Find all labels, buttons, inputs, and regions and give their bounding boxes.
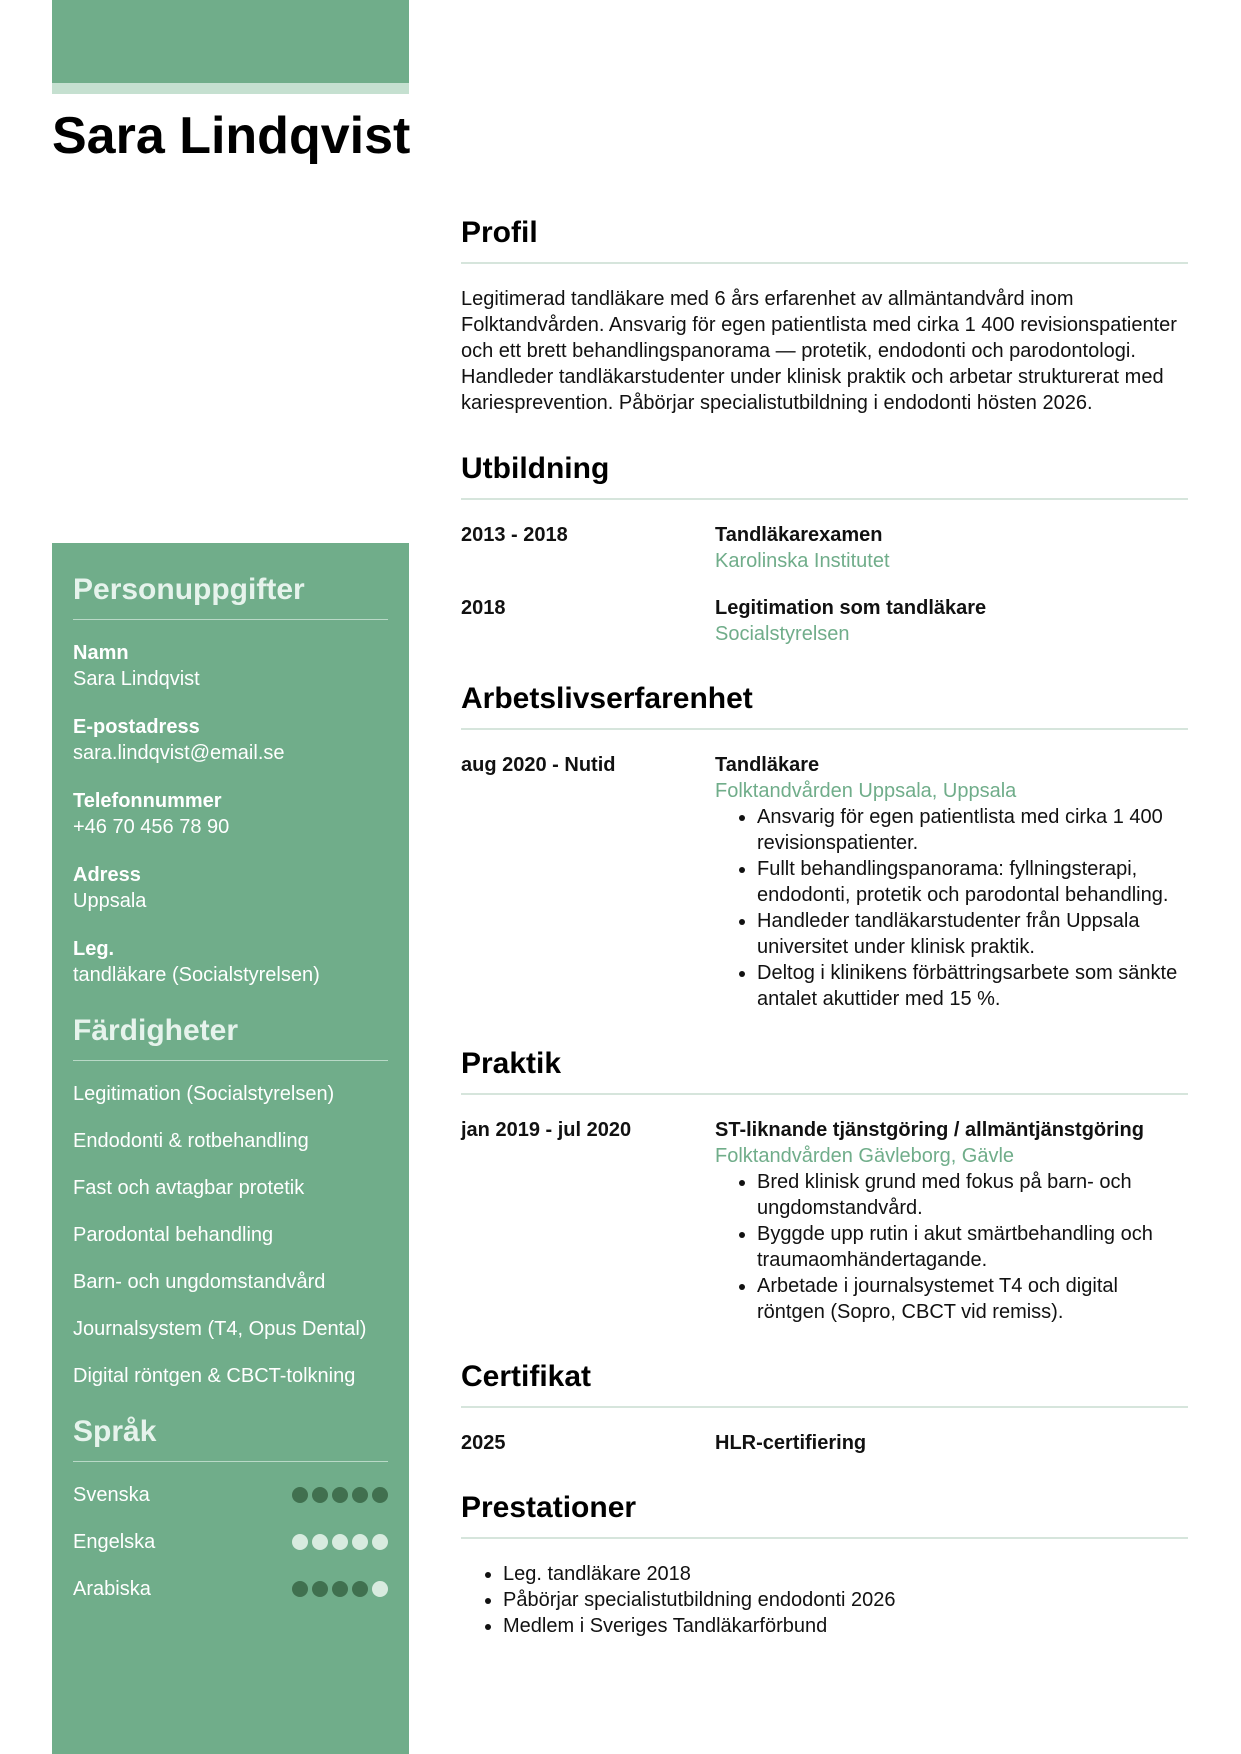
header-color-block xyxy=(52,0,409,83)
entry-date: jan 2019 - jul 2020 xyxy=(461,1119,632,1141)
skill-item: Barn- och ungdomstandvård xyxy=(73,1271,326,1293)
entry-org: Socialstyrelsen xyxy=(715,623,850,645)
education-entry xyxy=(461,595,1188,647)
license-value: tandläkare (Socialstyrelsen) xyxy=(73,964,320,986)
language-name: Svenska xyxy=(73,1483,150,1506)
bullet-item: • Ansvarig för egen patientlista med cirka 1 400 revisionspatienter. xyxy=(757,804,1188,856)
entry-date: 2018 xyxy=(461,597,506,619)
level-dot xyxy=(312,1487,328,1503)
internship-title: Praktik xyxy=(461,1047,1188,1095)
level-dot xyxy=(352,1581,368,1597)
entry-body xyxy=(715,1430,1188,1456)
language-item xyxy=(73,1576,388,1602)
achievements-title: Prestationer xyxy=(461,1491,1188,1539)
education-entry xyxy=(461,522,1188,574)
level-dot xyxy=(312,1581,328,1597)
language-name: Arabiska xyxy=(73,1577,151,1600)
phone-value: +46 70 456 78 90 xyxy=(73,816,230,838)
entry-bullets xyxy=(715,804,1188,1012)
entry-date: 2013 - 2018 xyxy=(461,524,568,546)
personal-info-item xyxy=(73,936,388,988)
entry-title: Legitimation som tandläkare xyxy=(715,597,987,619)
internship-entry xyxy=(461,1117,1188,1325)
entry-body xyxy=(715,595,1188,647)
personal-info-list xyxy=(73,640,388,988)
skills-title: Färdigheter xyxy=(73,1014,388,1061)
candidate-name: Sara Lindqvist xyxy=(52,107,411,165)
personal-info-item xyxy=(73,862,388,914)
language-name: Engelska xyxy=(73,1530,156,1553)
bullet-item: • Deltog i klinikens förbättringsarbete som sänkte antalet akuttider med 15 %. xyxy=(757,960,1188,1012)
level-dot xyxy=(372,1534,388,1550)
level-dot xyxy=(372,1487,388,1503)
entry-title: Tandläkarexamen xyxy=(715,524,883,546)
languages-title: Språk xyxy=(73,1415,388,1462)
entry-org: Folktandvården Uppsala, Uppsala xyxy=(715,780,1017,802)
language-item xyxy=(73,1482,388,1508)
entry-body xyxy=(715,752,1188,1012)
skill-item: Digital röntgen & CBCT-tolkning xyxy=(73,1365,356,1387)
achievement-item: • Medlem i Sveriges Tandläkarförbund xyxy=(503,1613,1188,1639)
personal-info-title: Personuppgifter xyxy=(73,573,388,620)
work-title: Arbetslivserfarenhet xyxy=(461,682,1188,730)
entry-date: 2025 xyxy=(461,1432,506,1454)
bullet-item: • Byggde upp rutin i akut smärtbehandling och traumaomhändertagande. xyxy=(757,1221,1188,1273)
address-value: Uppsala xyxy=(73,890,147,912)
level-dot xyxy=(332,1487,348,1503)
sidebar xyxy=(52,543,409,1754)
language-level-dots xyxy=(292,1534,388,1550)
achievement-item: • Leg. tandläkare 2018 xyxy=(503,1561,1188,1587)
certificate-entry xyxy=(461,1430,1188,1456)
entry-date: aug 2020 - Nutid xyxy=(461,754,616,776)
language-level-dots xyxy=(292,1487,388,1503)
entry-title: ST-liknande tjänstgöring / allmäntjänstgöring xyxy=(715,1119,1144,1141)
education-title: Utbildning xyxy=(461,452,1188,500)
level-dot xyxy=(352,1487,368,1503)
entry-org: Karolinska Institutet xyxy=(715,550,890,572)
personal-info-label: Leg. xyxy=(73,938,115,960)
skill-item: Journalsystem (T4, Opus Dental) xyxy=(73,1318,367,1340)
entry-body xyxy=(715,1117,1188,1325)
personal-info-label: E-postadress xyxy=(73,716,200,738)
personal-info-label: Telefonnummer xyxy=(73,790,222,812)
skills-list xyxy=(73,1081,388,1389)
profile-text: Legitimerad tandläkare med 6 års erfarenhet av allmäntandvård inom Folktandvården. Ansvarig för egen patientlista med cirka 1 400 revisionspatienter och ett brett behandlingspanorama — protetik, endodonti och parodontologi. Handleder tandläkarstudenter under klinisk praktik och arbetar strukturerat med kariesprevention. Påbörjar specialistutbildning i endodonti hösten 2026. xyxy=(461,288,1177,414)
skill-item: Fast och avtagbar protetik xyxy=(73,1177,305,1199)
personal-info-item xyxy=(73,640,388,692)
bullet-item: • Handleder tandläkarstudenter från Uppsala universitet under klinisk praktik. xyxy=(757,908,1188,960)
level-dot xyxy=(372,1581,388,1597)
level-dot xyxy=(332,1581,348,1597)
level-dot xyxy=(292,1487,308,1503)
level-dot xyxy=(332,1534,348,1550)
bullet-item: • Arbetade i journalsystemet T4 och digital röntgen (Sopro, CBCT vid remiss). xyxy=(757,1273,1188,1325)
level-dot xyxy=(292,1534,308,1550)
skill-item: Endodonti & rotbehandling xyxy=(73,1130,309,1152)
entry-bullets xyxy=(715,1169,1188,1325)
language-item xyxy=(73,1529,388,1555)
main-content xyxy=(461,216,1188,1639)
personal-info-value: Sara Lindqvist xyxy=(73,668,200,690)
language-level-dots xyxy=(292,1581,388,1597)
bullet-item: • Bred klinisk grund med fokus på barn- och ungdomstandvård. xyxy=(757,1169,1188,1221)
level-dot xyxy=(352,1534,368,1550)
level-dot xyxy=(292,1581,308,1597)
entry-org: Folktandvården Gävleborg, Gävle xyxy=(715,1145,1015,1167)
header-stripe xyxy=(52,83,409,94)
achievement-item: • Påbörjar specialistutbildning endodonti 2026 xyxy=(503,1587,1188,1613)
personal-info-item xyxy=(73,714,388,766)
entry-title: Tandläkare xyxy=(715,754,820,776)
bullet-item: • Fullt behandlingspanorama: fyllningsterapi, endodonti, protetik och parodontal behandling. xyxy=(757,856,1188,908)
certificates-title: Certifikat xyxy=(461,1360,1188,1408)
personal-info-item xyxy=(73,788,388,840)
personal-info-label: Namn xyxy=(73,642,129,664)
skill-item: Parodontal behandling xyxy=(73,1224,274,1246)
skill-item: Legitimation (Socialstyrelsen) xyxy=(73,1083,335,1105)
email-value: sara.lindqvist@email.se xyxy=(73,742,285,764)
entry-title: HLR-certifiering xyxy=(715,1432,867,1454)
work-entry xyxy=(461,752,1188,1012)
profile-title: Profil xyxy=(461,216,1188,264)
achievements-list xyxy=(461,1561,1188,1639)
level-dot xyxy=(312,1534,328,1550)
entry-body xyxy=(715,522,1188,574)
languages-list xyxy=(73,1482,388,1602)
personal-info-label: Adress xyxy=(73,864,141,886)
